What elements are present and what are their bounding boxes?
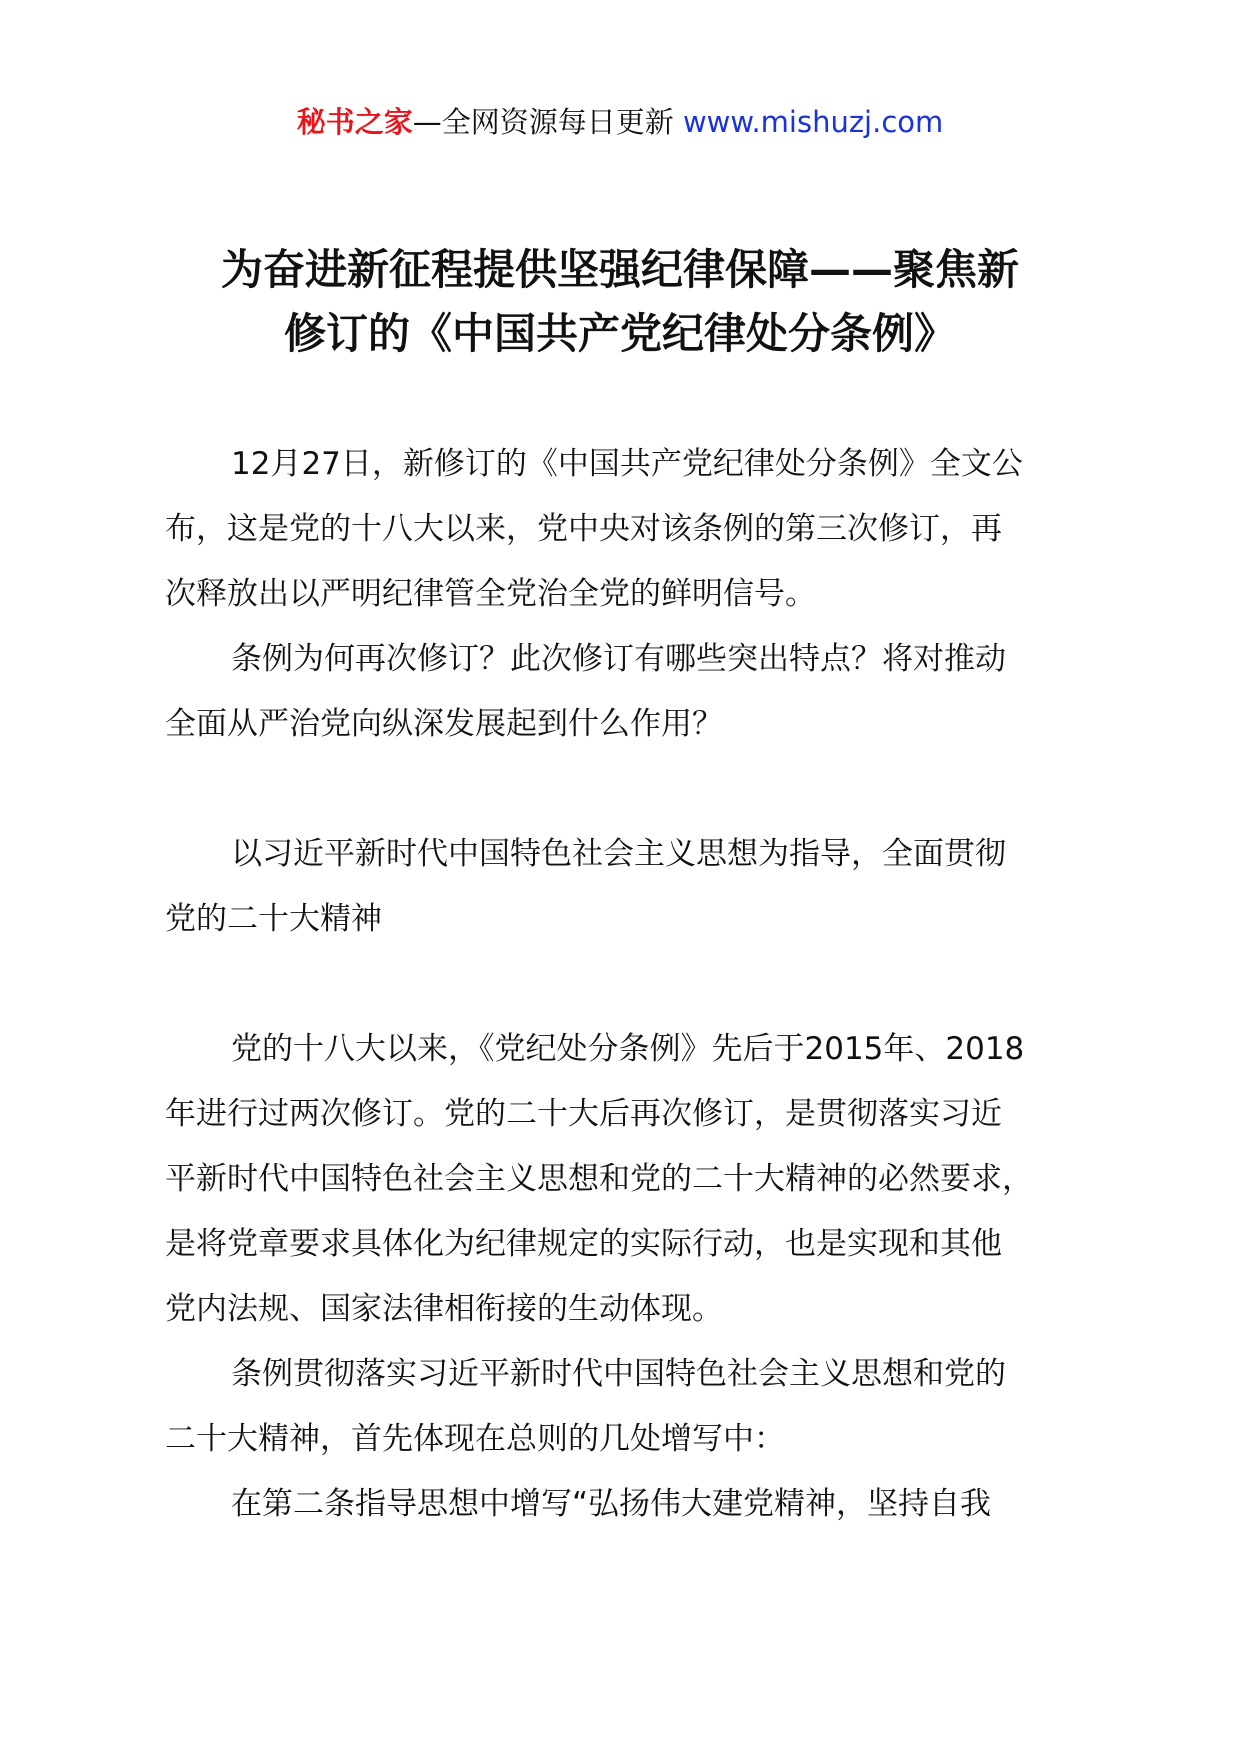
text-line: 条例为何再次修订？此次修订有哪些突出特点？将对推动 — [231, 641, 1006, 677]
text-line: 12月27日，新修订的《中国共产党纪律处分条例》全文公 — [231, 446, 1023, 482]
text-line: 是将党章要求具体化为纪律规定的实际行动，也是实现和其他 — [165, 1226, 1002, 1262]
text-line: 二十大精神，首先体现在总则的几处增写中： — [165, 1421, 785, 1457]
brand-name: 秘书之家 — [296, 105, 413, 139]
text-line: 次释放出以严明纪律管全党治全党的鲜明信号。 — [165, 576, 816, 612]
paragraph-gap — [165, 757, 1125, 822]
title-line-2: 修订的《中国共产党纪律处分条例》 — [283, 309, 956, 358]
article-title — [150, 238, 1090, 366]
paragraph-general-provisions — [165, 1342, 1125, 1472]
text-line: 平新时代中国特色社会主义思想和党的二十大精神的必然要求， — [165, 1161, 1033, 1197]
text-line: 党的二十大精神 — [165, 901, 382, 937]
site-slogan: —全网资源每日更新 — [412, 105, 674, 139]
paragraph-intro — [165, 432, 1125, 627]
site-header — [0, 100, 1240, 144]
text-line: 党的十八大以来，《党纪处分条例》先后于2015年、2018 — [231, 1031, 1025, 1067]
paragraph-revision-history — [165, 1017, 1125, 1342]
paragraph-questions — [165, 627, 1125, 757]
site-url-link[interactable]: www.mishuzj.com — [682, 105, 944, 139]
article-body — [165, 432, 1125, 1537]
title-line-1: 为奋进新征程提供坚强纪律保障——聚焦新 — [220, 245, 1019, 294]
text-line: 年进行过两次修订。党的二十大后再次修订，是贯彻落实习近 — [165, 1096, 1002, 1132]
section-heading — [165, 822, 1125, 952]
text-line: 在第二条指导思想中增写“弘扬伟大建党精神，坚持自我 — [231, 1486, 992, 1522]
text-line: 条例贯彻落实习近平新时代中国特色社会主义思想和党的 — [231, 1356, 1006, 1392]
paragraph-gap — [165, 952, 1125, 1017]
text-line: 布，这是党的十八大以来，党中央对该条例的第三次修订，再 — [165, 511, 1002, 547]
text-line: 全面从严治党向纵深发展起到什么作用？ — [165, 706, 723, 742]
text-line: 党内法规、国家法律相衔接的生动体现。 — [165, 1291, 723, 1327]
paragraph-article-two — [165, 1472, 1125, 1537]
text-line: 以习近平新时代中国特色社会主义思想为指导，全面贯彻 — [231, 836, 1006, 872]
